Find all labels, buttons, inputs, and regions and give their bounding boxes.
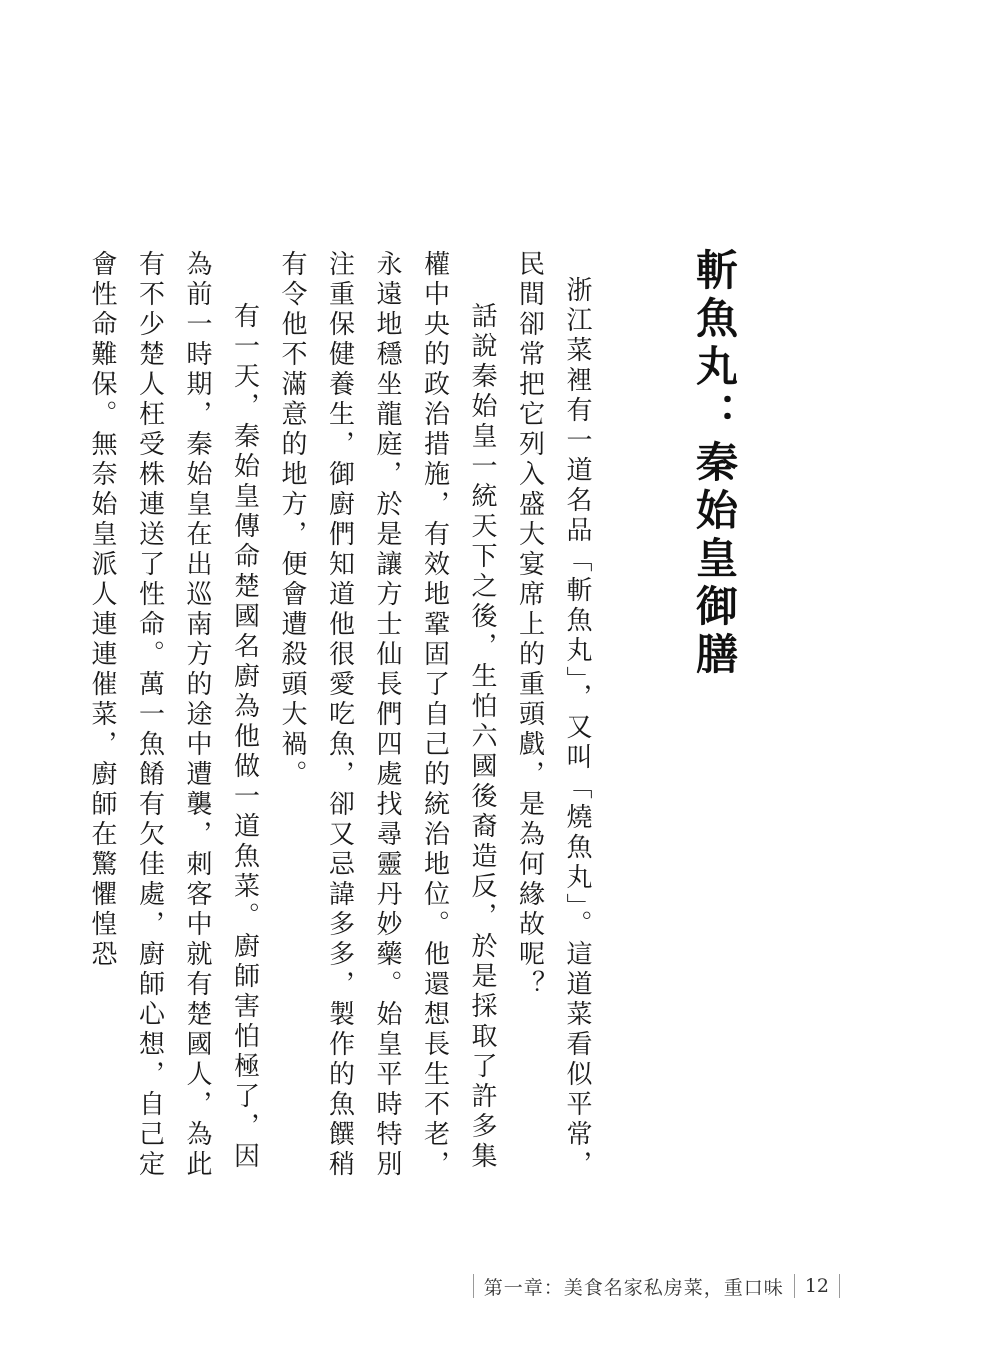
- paragraph: 有一天，秦始皇傳命楚國名廚為他做一道魚菜。廚師害怕極了，因為前一時期，秦始皇在出巡南方的途中遭襲，刺客中就有楚國人，為此有不少楚人枉受株連送了性命。萬一魚餚有欠佳處，廚師心想，自己定會性命難保。無奈始皇派人連連催菜，廚師在驚懼惶恐: [87, 250, 260, 1180]
- paragraph: 話說秦始皇一統天下之後，生怕六國後裔造反，於是採取了許多集權中央的政治措施，有效地鞏固了自己的統治地位。他還想長生不老，永遠地穩坐龍庭，於是讓方士仙長們四處找尋靈丹妙藥。始皇平時特別注重保健養生，御廚們知道他很愛吃魚，卻又忌諱多多，製作的魚饌稍有令他不滿意的地方，便會遭殺頭大禍。: [277, 250, 497, 1180]
- footer-divider: [794, 1274, 795, 1298]
- footer-divider: [839, 1274, 840, 1298]
- paragraph: 浙江菜裡有一道名品「斬魚丸」，又叫「燒魚丸」。這道菜看似平常，民間卻常把它列入盛大宴席上的重頭戲，是為何緣故呢？: [514, 250, 592, 1180]
- footer-divider: [473, 1274, 474, 1298]
- footer-chapter-title: 第一章：美食名家私房菜，重口味: [483, 1276, 784, 1299]
- page-number: 12: [804, 1275, 829, 1297]
- body-text: [87, 250, 600, 1190]
- running-footer: [463, 1273, 850, 1299]
- chapter-section-title: 斬魚丸：秦始皇御膳: [690, 248, 739, 680]
